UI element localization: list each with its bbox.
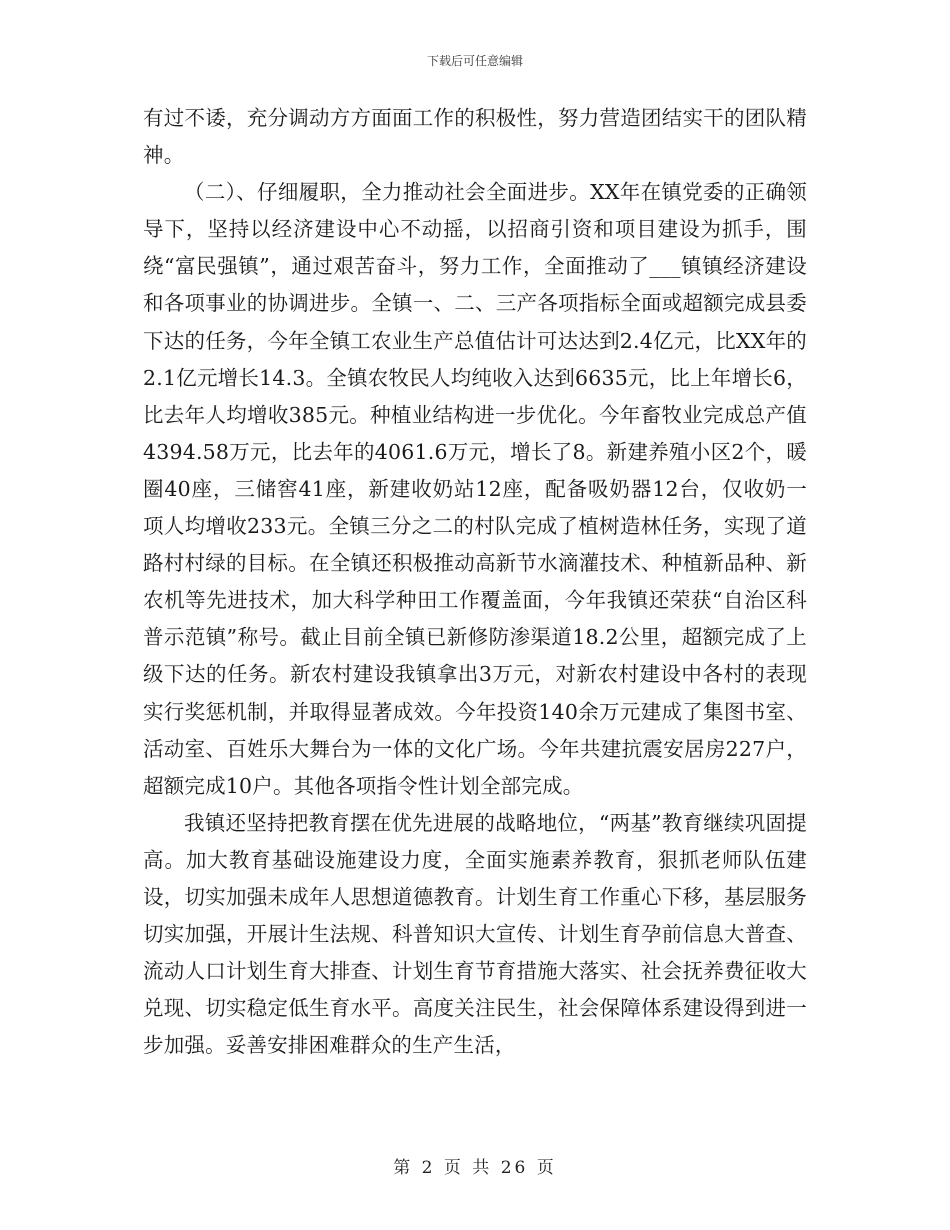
document-body — [143, 100, 807, 1064]
paragraph-education: 我镇还坚持把教育摆在优先进展的战略地位，“两基”教育继续巩固提高。加大教育基础设施建设力度，全面实施素养教育，狠抓老师队伍建设，切实加强未成年人思想道德教育。计划生育工作重心下移，基层服务切实加强，开展计生法规、科普知识大宣传、计划生育孕前信息大普查、流动人口计划生育大排查、计划生育节育措施大落实、社会抚养费征收大兑现、切实稳定低生育水平。高度关注民生，社会保障体系建设得到进一步加强。妥善安排困难群众的生产生活， — [143, 810, 807, 1058]
paragraph-continuation: 有过不诿，充分调动方方面面工作的积极性，努力营造团结实干的团队精神。 — [143, 106, 807, 168]
paragraph-section-two: （二）、仔细履职，全力推动社会全面进步。XX年在镇党委的正确领导下，坚持以经济建设中心不动摇，以招商引资和项目建设为抓手，围绕“富民强镇”，通过艰苦奋斗，努力工作，全面推动了___镇镇经济建设和各项事业的协调进步。全镇一、二、三产各项指标全面或超额完成县委下达的任务，今年全镇工农业生产总值估计可达达到2.4亿元，比XX年的2.1亿元增长14.3。全镇农牧民人均纯收入达到6635元，比上年增长6，比去年人均增收385元。种植业结构进一步优化。今年畜牧业完成总产值4394.58万元，比去年的4061.6万元，增长了8。新建养殖小区2个，暖圈40座，三储窖41座，新建收奶站12座，配备吸奶器12台，仅收奶一项人均增收233元。全镇三分之二的村队完成了植树造林任务，实现了道路村村绿的目标。在全镇还积极推动高新节水滴灌技术、种植新品种、新农机等先进技术，加大科学种田工作覆盖面，今年我镇还荣获“自治区科普示范镇”称号。截止目前全镇已新修防渗渠道18.2公里，超额完成了上级下达的任务。新农村建设我镇拿出3万元，对新农村建设中各村的表现实行奖惩机制，并取得显著成效。今年投资140余万元建成了集图书室、活动室、百姓乐大舞台为一体的文化广场。今年共建抗震安居房227户，超额完成10户。其他各项指令性计划全部完成。 — [143, 180, 807, 798]
page-header-note: 下载后可任意编辑 — [426, 54, 523, 68]
page-number: 第 2 页 共 26 页 — [393, 1158, 557, 1178]
